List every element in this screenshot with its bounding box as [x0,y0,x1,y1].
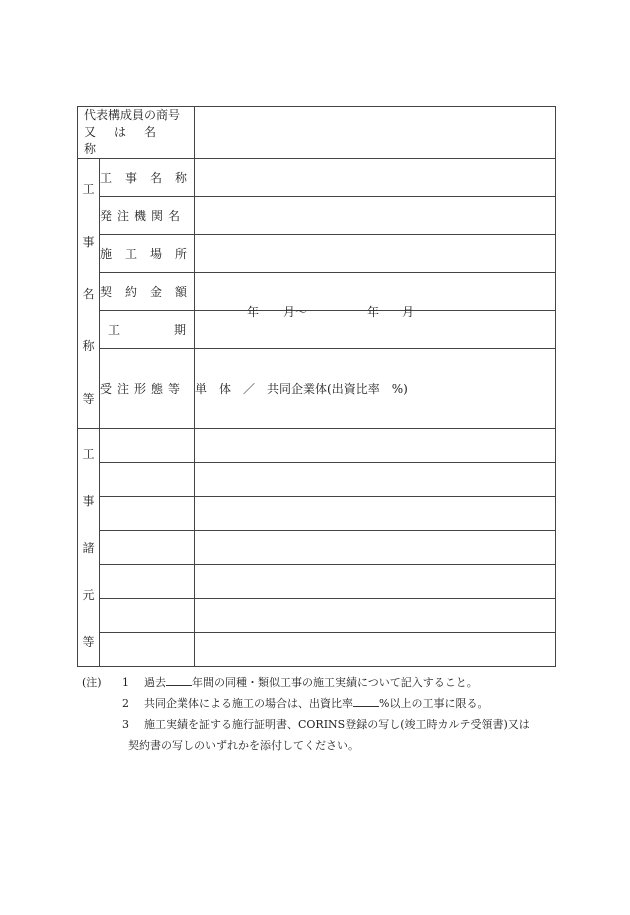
representative-label-line2: 又は名称 [84,125,175,156]
spec-value-cell[interactable] [195,565,556,599]
order-type-label: 受注形態等 [100,349,195,429]
years-blank[interactable] [166,675,192,686]
spec-label-cell[interactable] [100,497,195,531]
spec-value-cell[interactable] [195,463,556,497]
construction-site-field[interactable] [195,235,556,273]
section1-vertical-label: 工 事 名 称 等 [78,159,100,429]
period-month2: 月 [402,305,415,319]
spec-value-cell[interactable] [195,429,556,463]
spec-label-cell[interactable] [100,633,195,667]
notes-tag: (注) [82,676,102,689]
spec-value-cell[interactable] [195,531,556,565]
spec-label-cell[interactable] [100,531,195,565]
ratio-blank[interactable] [353,696,379,707]
works-record-form [77,106,556,667]
note-3-continued: 契約書の写しのいずれかを添付してください。 [128,739,359,752]
spec-label-cell[interactable] [100,565,195,599]
note-3: 3 施工実績を証する施行証明書、CORINS登録の写し(竣工時カルテ受領書)又は [122,718,530,731]
period-label: 工 期 [100,311,195,349]
note-1: (注) 1 過去 年間の同種・類似工事の施工実績について記入すること。 [82,672,562,693]
representative-name-field[interactable] [195,107,556,159]
spec-value-cell[interactable] [195,497,556,531]
construction-site-label: 施工場所 [100,235,195,273]
period-field[interactable] [195,305,556,349]
spec-label-cell[interactable] [100,599,195,633]
work-name-label: 工事名称 [100,159,195,197]
spec-value-cell[interactable] [195,633,556,667]
representative-name-label-cell [78,107,195,159]
ordering-agency-label: 発注機関名 [100,197,195,235]
spec-label-cell[interactable] [100,463,195,497]
representative-label-line1: 代表構成員の商号 [84,108,181,122]
section2-vertical-label: 工 事 諸 元 等 [78,429,100,667]
ordering-agency-field[interactable] [195,197,556,235]
period-month1: 月〜 [283,305,308,319]
spec-label-cell[interactable] [100,429,195,463]
order-type-field[interactable]: 単 体 ／ 共同企業体(出資比率 %) [195,349,556,429]
period-year1: 年 [247,305,260,319]
work-name-field[interactable] [195,159,556,197]
notes-section [82,672,562,756]
spec-value-cell[interactable] [195,599,556,633]
period-year2: 年 [367,305,380,319]
contract-amount-label: 契約金額 [100,273,195,311]
note-2: 2 共同企業体による施工の場合は、出資比率 %以上の工事に限る。 [122,697,489,710]
